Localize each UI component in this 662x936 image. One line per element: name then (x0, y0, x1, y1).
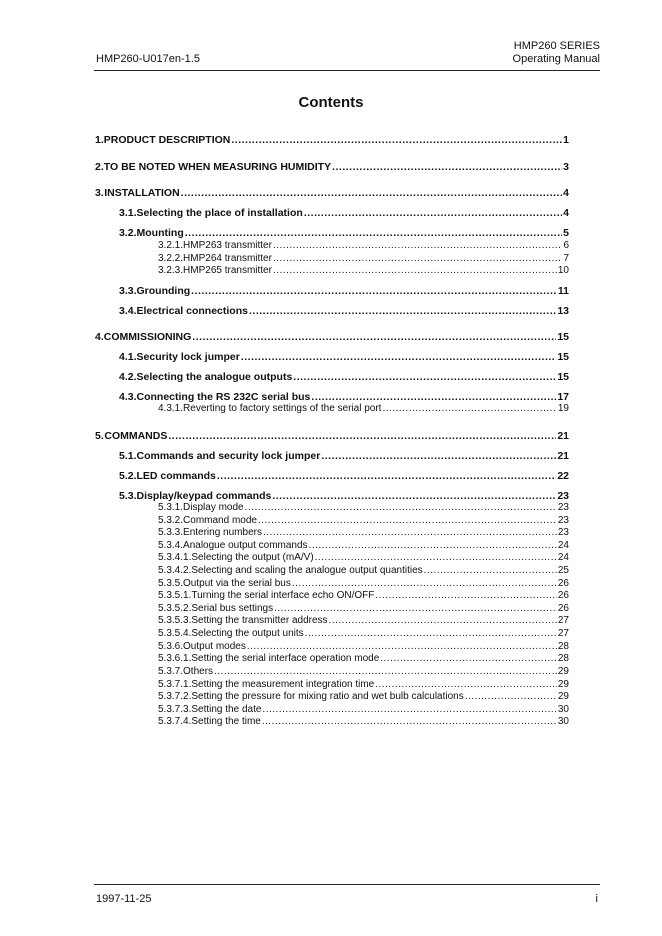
dot-leader (262, 716, 557, 727)
dot-leader (329, 615, 557, 626)
dot-leader (249, 305, 556, 317)
toc-entry-page: 15 (557, 331, 569, 343)
toc-entry-number: 5.3.7. (158, 666, 184, 677)
toc-entry-number: 3.2.3. (158, 265, 184, 276)
toc-entry-title: Display/keypad commands (136, 490, 272, 502)
dot-leader (375, 590, 556, 601)
toc-entry-number: 3.4. (119, 305, 137, 317)
toc-entry-title: COMMISSIONING (103, 331, 192, 343)
toc-entry-page: 4 (563, 187, 569, 199)
toc-entry[interactable] (95, 430, 569, 442)
toc-entry-number: 5.3.4.2. (158, 565, 192, 576)
toc-entry-title: HMP265 transmitter (183, 265, 272, 276)
toc-entry-page: 24 (557, 540, 569, 551)
toc-entry-number: 3.1. (119, 207, 137, 219)
dot-leader (272, 490, 556, 502)
dot-leader (375, 679, 557, 690)
toc-entry-title: HMP263 transmitter (183, 240, 272, 251)
toc-entry-number: 4. (95, 331, 104, 343)
series-name: HMP260 SERIES (513, 40, 600, 52)
toc-entry[interactable] (158, 515, 569, 526)
toc-entry-title: Entering numbers (183, 527, 262, 538)
dot-leader (304, 207, 562, 219)
toc-entry[interactable] (119, 351, 569, 363)
toc-entry[interactable] (158, 527, 569, 538)
toc-entry-title: PRODUCT DESCRIPTION (103, 134, 231, 146)
toc-entry-title: Selecting the analogue outputs (136, 371, 293, 383)
dot-leader (258, 515, 557, 526)
toc-entry-title: Setting the serial interface operation mode (191, 653, 380, 664)
toc-entry-number: 2. (95, 161, 104, 173)
toc-entry-page: 13 (557, 305, 569, 317)
toc-entry-page: 17 (557, 391, 569, 403)
toc-entry[interactable] (158, 403, 569, 414)
dot-leader (380, 653, 557, 664)
dot-leader (245, 502, 557, 513)
dot-leader (217, 470, 556, 482)
toc-entry-title: Command mode (183, 515, 257, 526)
toc-entry-page: 6 (563, 240, 569, 251)
toc-entry[interactable] (158, 240, 569, 251)
toc-entry[interactable] (95, 161, 569, 173)
toc-entry-number: 5.3.5.2. (158, 603, 192, 614)
toc-entry-page: 1 (563, 134, 569, 146)
toc-entry-page: 24 (557, 552, 569, 563)
toc-entry-page: 27 (557, 628, 569, 639)
toc-entry-title: COMMANDS (104, 430, 168, 442)
toc-entry-page: 21 (557, 450, 569, 462)
toc-entry[interactable] (95, 134, 569, 146)
toc-entry-page: 21 (557, 430, 569, 442)
toc-entry-title: Mounting (136, 227, 184, 239)
toc-entry-title: Selecting the place of installation (136, 207, 303, 219)
toc-entry-title: Display mode (183, 502, 244, 513)
toc-entry[interactable] (158, 615, 569, 626)
dot-leader (262, 704, 556, 715)
toc-entry[interactable] (119, 470, 569, 482)
toc-entry-number: 5. (95, 430, 104, 442)
dot-leader (273, 240, 562, 251)
toc-entry-page: 26 (557, 590, 569, 601)
toc-entry-page: 5 (563, 227, 569, 239)
dot-leader (315, 552, 557, 563)
toc-entry-title: Setting the pressure for mixing ratio and wet bulb calculations (191, 691, 464, 702)
toc-entry-number: 5.3.2. (158, 515, 184, 526)
toc-entry-number: 5.3.5.3. (158, 615, 192, 626)
toc-entry-page: 10 (557, 265, 569, 276)
toc-entry-number: 5.1. (119, 450, 137, 462)
toc-entry-title: Output modes (183, 641, 246, 652)
dot-leader (309, 540, 557, 551)
toc-entry-page: 29 (557, 679, 569, 690)
toc-entry-page: 23 (557, 502, 569, 513)
toc-entry[interactable] (158, 691, 569, 702)
dot-leader (273, 253, 562, 264)
toc-entry-number: 4.2. (119, 371, 137, 383)
dot-leader (214, 666, 557, 677)
toc-entry-number: 5.3.4.1. (158, 552, 192, 563)
toc-entry-number: 5.3.3. (158, 527, 184, 538)
toc-entry[interactable] (119, 450, 569, 462)
dot-leader (274, 603, 557, 614)
toc-entry-number: 5.3.7.4. (158, 716, 192, 727)
toc-entry-number: 3.3. (119, 285, 137, 297)
toc-entry-number: 4.1. (119, 351, 137, 363)
toc-entry[interactable] (158, 653, 569, 664)
footer-divider (94, 884, 600, 885)
dot-leader (305, 628, 557, 639)
toc-entry-title: Setting the time (191, 716, 261, 727)
toc-entry-title: Turning the serial interface echo ON/OFF (191, 590, 375, 601)
toc-entry-title: Output via the serial bus (183, 578, 291, 589)
toc-entry-page: 25 (557, 565, 569, 576)
dot-leader (382, 403, 556, 414)
footer-page-number: i (595, 893, 598, 905)
toc-entry[interactable] (158, 666, 569, 677)
toc-entry[interactable] (158, 253, 569, 264)
toc-entry-page: 26 (557, 578, 569, 589)
toc-entry-number: 5.3.5.1. (158, 590, 192, 601)
toc-entry-title: Others (183, 666, 214, 677)
toc-entry-title: Selecting the output units (191, 628, 304, 639)
toc-entry[interactable] (158, 540, 569, 551)
toc-entry-page: 26 (557, 603, 569, 614)
toc-entry-title: HMP264 transmitter (183, 253, 272, 264)
toc-entry-page: 30 (557, 704, 569, 715)
toc-entry-page: 28 (557, 653, 569, 664)
dot-leader (263, 527, 557, 538)
toc-entry-number: 3. (95, 187, 104, 199)
toc-entry-title: LED commands (136, 470, 216, 482)
toc-entry-page: 4 (563, 207, 569, 219)
dot-leader (191, 285, 557, 297)
toc-entry-number: 3.2.1. (158, 240, 184, 251)
toc-entry-number: 4.3. (119, 391, 137, 403)
toc-entry[interactable] (158, 679, 569, 690)
toc-entry[interactable] (158, 265, 569, 276)
toc-entry-title: Commands and security lock jumper (136, 450, 321, 462)
toc-entry-title: Reverting to factory settings of the serial port (183, 403, 382, 414)
toc-entry-title: Analogue output commands (183, 540, 308, 551)
toc-entry[interactable] (158, 578, 569, 589)
toc-entry-title: INSTALLATION (104, 187, 180, 199)
toc-entry-page: 7 (563, 253, 569, 264)
dot-leader (424, 565, 557, 576)
toc-entry-number: 5.3.4. (158, 540, 184, 551)
toc-entry[interactable] (158, 552, 569, 563)
toc-entry-number: 5.3. (119, 490, 137, 502)
toc-entry[interactable] (95, 331, 569, 343)
page-title: Contents (298, 94, 364, 111)
toc-entry-page: 23 (557, 527, 569, 538)
toc-entry-number: 5.3.7.2. (158, 691, 192, 702)
toc-entry-page: 28 (557, 641, 569, 652)
toc-entry-title: Setting the date (191, 704, 262, 715)
toc-entry-number: 5.3.6.1. (158, 653, 192, 664)
toc-entry[interactable] (119, 391, 569, 403)
toc-entry-number: 3.2.2. (158, 253, 184, 264)
toc-entry[interactable] (119, 227, 569, 239)
toc-entry[interactable] (119, 371, 569, 383)
toc-entry-title: Setting the measurement integration time (191, 679, 375, 690)
dot-leader (292, 578, 557, 589)
toc-entry-title: Serial bus settings (191, 603, 274, 614)
toc-entry-title: Grounding (136, 285, 191, 297)
manual-type: Operating Manual (512, 53, 600, 65)
toc-entry[interactable] (158, 641, 569, 652)
toc-entry-number: 5.3.6. (158, 641, 184, 652)
toc-entry-number: 5.2. (119, 470, 137, 482)
toc-entry-number: 4.3.1. (158, 403, 184, 414)
toc-entry-page: 22 (557, 470, 569, 482)
toc-entry[interactable] (158, 590, 569, 601)
toc-entry[interactable] (119, 207, 569, 219)
toc-entry-title: Setting the transmitter address (191, 615, 328, 626)
toc-entry-number: 5.3.1. (158, 502, 184, 513)
toc-entry[interactable] (158, 704, 569, 715)
toc-entry-number: 5.3.5. (158, 578, 184, 589)
dot-leader (192, 331, 556, 343)
footer-date: 1997-11-25 (96, 893, 152, 905)
toc-entry-page: 3 (563, 161, 569, 173)
toc-entry-title: TO BE NOTED WHEN MEASURING HUMIDITY (103, 161, 332, 173)
toc-entry[interactable] (119, 285, 569, 297)
toc-entry-page: 23 (557, 490, 569, 502)
toc-entry-title: Electrical connections (136, 305, 248, 317)
dot-leader (293, 371, 556, 383)
toc-entry-title: Selecting and scaling the analogue output quantities (191, 565, 423, 576)
toc-entry-page: 29 (557, 666, 569, 677)
toc-entry-page: 29 (557, 691, 569, 702)
dot-leader (231, 134, 562, 146)
dot-leader (332, 161, 562, 173)
toc-entry-page: 27 (557, 615, 569, 626)
toc-entry[interactable] (158, 716, 569, 727)
dot-leader (185, 227, 562, 239)
toc-entry-page: 11 (557, 285, 569, 297)
toc-entry[interactable] (158, 603, 569, 614)
toc-entry-number: 5.3.5.4. (158, 628, 192, 639)
toc-entry-page: 19 (557, 403, 569, 414)
toc-entry-number: 5.3.7.1. (158, 679, 192, 690)
toc-entry-page: 15 (557, 371, 569, 383)
dot-leader (321, 450, 556, 462)
dot-leader (465, 691, 557, 702)
toc-entry[interactable] (119, 305, 569, 317)
dot-leader (273, 265, 557, 276)
toc-entry[interactable] (119, 490, 569, 502)
toc-entry-title: Connecting the RS 232C serial bus (136, 391, 311, 403)
dot-leader (241, 351, 557, 363)
toc-entry-page: 15 (557, 351, 569, 363)
document-id: HMP260-U017en-1.5 (96, 53, 200, 65)
toc-entry[interactable] (95, 187, 569, 199)
dot-leader (181, 187, 563, 199)
dot-leader (168, 430, 556, 442)
dot-leader (311, 391, 556, 403)
toc-entry[interactable] (158, 628, 569, 639)
toc-entry[interactable] (158, 502, 569, 513)
toc-entry-title: Security lock jumper (136, 351, 240, 363)
toc-entry-number: 3.2. (119, 227, 137, 239)
toc-entry[interactable] (158, 565, 569, 576)
toc-entry-page: 30 (557, 716, 569, 727)
toc-entry-number: 1. (95, 134, 104, 146)
toc-entry-number: 5.3.7.3. (158, 704, 192, 715)
dot-leader (247, 641, 557, 652)
toc-entry-title: Selecting the output (mA/V) (191, 552, 314, 563)
toc-entry-page: 23 (557, 515, 569, 526)
